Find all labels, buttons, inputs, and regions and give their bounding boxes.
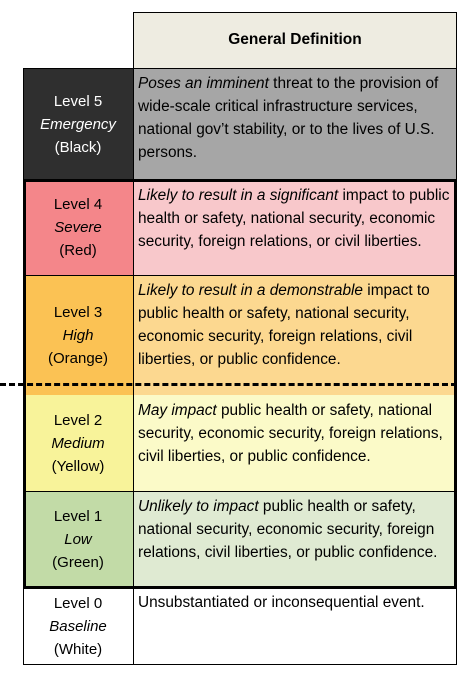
- level-cell: [23, 587, 133, 665]
- level-color: (White): [53, 640, 103, 658]
- level-cell: [23, 395, 133, 491]
- thick-border-bottom: [23, 586, 457, 589]
- level-color: (Green): [52, 553, 104, 571]
- definition-cell: [133, 587, 457, 665]
- level-color: (Orange): [47, 349, 109, 367]
- level-number: Level 1: [53, 507, 103, 525]
- level-number: Level 0: [53, 594, 103, 612]
- top-border: [133, 12, 457, 13]
- row-level-0: [23, 587, 457, 665]
- level-color: (Black): [54, 138, 102, 156]
- level-color: (Red): [59, 242, 97, 259]
- row-level-1: [23, 491, 457, 587]
- level-cell: [23, 180, 133, 275]
- level-name: Medium: [51, 434, 105, 452]
- level-number: Level 5: [53, 92, 103, 110]
- row-level-4: [23, 180, 457, 275]
- definition-text: impact to public health or safety, national security, economic security, foreign relations, civil liberties, or public confidence.: [138, 282, 430, 368]
- definition-emphasis: Unlikely to impact: [138, 498, 259, 515]
- level-color: (Yellow): [51, 457, 105, 475]
- header-blank-cell: [23, 12, 133, 68]
- significance-threshold-dashed-line: [0, 383, 457, 386]
- row-divider: [23, 275, 457, 276]
- definition-cell: [133, 68, 457, 180]
- definition-text: Unsubstantiated or inconsequential event.: [138, 594, 425, 611]
- row-divider: [23, 491, 457, 492]
- definition-text: impact to public health or safety, national security, economic security, foreign relations, or civil liberties.: [138, 187, 450, 250]
- row-level-2: [23, 395, 457, 491]
- thick-border-top: [23, 179, 457, 182]
- row-level-5: [23, 68, 457, 180]
- definition-emphasis: Poses an imminent: [138, 75, 269, 92]
- definition-text: public health or safety, national security, economic security, foreign relations, civil liberties, or public confidence.: [138, 402, 443, 465]
- level-name: Low: [64, 530, 92, 548]
- bottom-border: [23, 664, 457, 665]
- level-name: Severe: [54, 219, 102, 236]
- definition-cell: [133, 491, 457, 587]
- level-cell: [23, 68, 133, 180]
- row-level-3: [23, 275, 457, 395]
- header-bottom-border: [23, 68, 457, 69]
- level-name: Baseline: [49, 617, 107, 635]
- column-header-general-definition: General Definition: [133, 12, 457, 68]
- definition-emphasis: Likely to result in a significant: [138, 187, 339, 204]
- definition-text: public health or safety, national security, economic security, foreign relations, civil liberties, or public confidence.: [138, 498, 438, 561]
- definition-text: threat to the provision of wide-scale critical infrastructure services, national gov’t stability, or to the lives of U.S. persons.: [138, 75, 439, 161]
- definition-cell: [133, 275, 457, 395]
- level-cell: [23, 491, 133, 587]
- level-number: Level 4: [53, 196, 103, 213]
- level-number: Level 2: [53, 411, 103, 429]
- definition-emphasis: May impact: [138, 402, 217, 419]
- level-name: High: [62, 326, 94, 344]
- level-cell: [23, 275, 133, 395]
- level-number: Level 3: [53, 303, 103, 321]
- level-name: Emergency: [40, 115, 116, 133]
- column-divider: [133, 12, 134, 665]
- definition-cell: [133, 395, 457, 491]
- definition-emphasis: Likely to result in a demonstrable: [138, 282, 363, 299]
- definition-cell: [133, 180, 457, 275]
